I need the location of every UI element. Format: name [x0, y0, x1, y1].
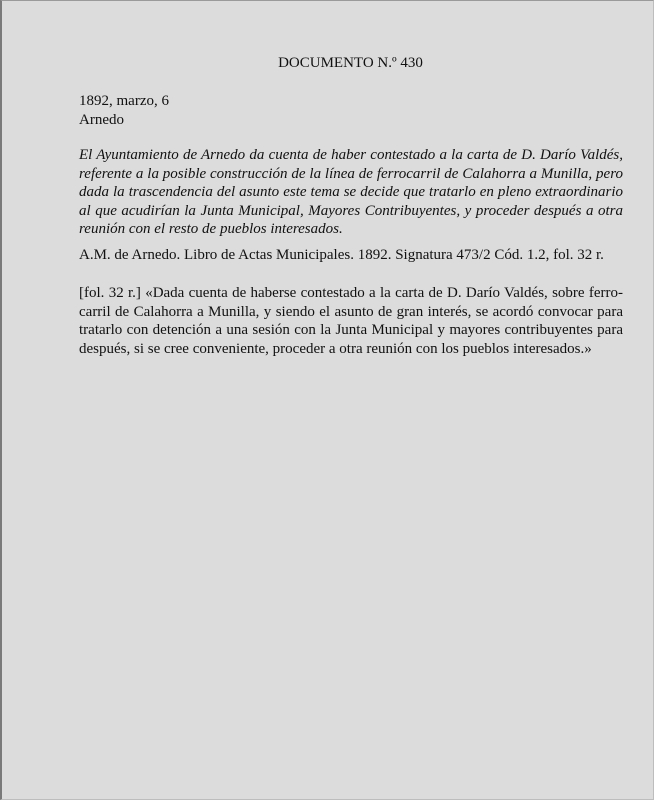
archival-source: A.M. de Arnedo. Libro de Actas Municipales. 1892. Signatura 473/2 Cód. 1.2, fol. 32 r. [79, 247, 604, 263]
document-place: Arnedo [79, 111, 124, 128]
document-transcription: [fol. 32 r.] «Dada cuenta de haberse contestado a la carta de D. Darío Valdés, sobre ferro-carril de Calahorra a Munilla, y siendo el asunto de gran interés, se acordó convocar para tratarlo con detención a una sesión con la Junta Municipal y mayores contribuyentes para después, si se cree conveniente, proceder a otra reunión con los pueblos interesados.» [79, 285, 623, 357]
date-place-block [79, 92, 623, 129]
document-date: 1892, marzo, 6 [79, 93, 169, 109]
document-heading: DOCUMENTO N.º 430 [278, 55, 423, 71]
document-summary: El Ayuntamiento de Arnedo da cuenta de haber contestado a la carta de D. Darío Valdés, referente a la posible construcción de la línea de ferrocarril de Calahorra a Munilla, pero dada la trascendencia del asunto este tema se decide que tratarlo en pleno extraordinario al que acudirían la Junta Municipal, Mayores Contribuyentes, y proceder después a otra reunión con el resto de pueblos interesados. [79, 147, 623, 238]
